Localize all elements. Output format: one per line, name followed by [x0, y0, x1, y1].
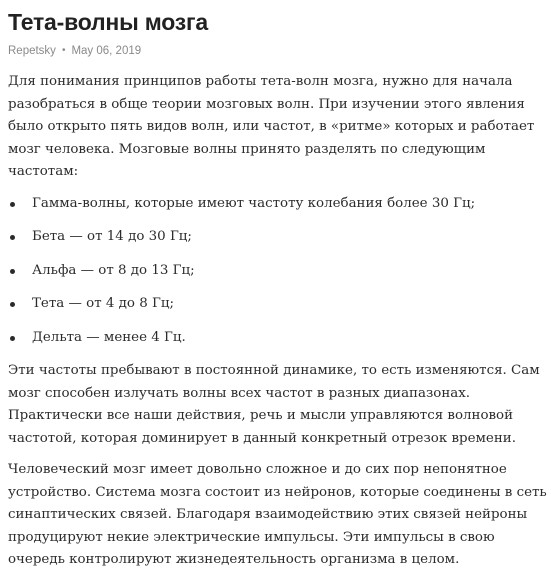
list-item-text: Бета — от 14 до 30 Гц;	[32, 229, 192, 244]
list-item	[8, 293, 553, 316]
bullet-icon	[10, 302, 15, 307]
list-item-text: Гамма-волны, которые имеют частоту колебания более 30 Гц;	[32, 195, 476, 211]
article-title: Тета-волны мозга	[8, 9, 209, 35]
article	[8, 0, 553, 572]
intro-paragraph: Для понимания принципов работы тета-волн мозга, нужно для начала разобраться в обще теории мозговых волн. При изучении этого явления было открыто пять видов волн, или частот, в «ритме» которых и работает мозг человека. Мозговые волны принято разделять по следующим частотам:	[8, 74, 535, 179]
meta-separator: •	[61, 45, 66, 56]
list-item-text: Тета — от 4 до 8 Гц;	[32, 296, 174, 311]
author-link[interactable]: Repetsky	[8, 45, 56, 57]
list-item-text: Альфа — от 8 до 13 Гц;	[32, 262, 195, 278]
list-item	[8, 327, 553, 350]
bullet-icon	[10, 202, 15, 207]
article-meta	[8, 44, 553, 58]
publish-date: May 06, 2019	[71, 45, 142, 57]
bullet-icon	[10, 269, 15, 274]
list-item-text: Дельта — менее 4 Гц.	[32, 329, 186, 345]
list-item	[8, 260, 553, 283]
body-paragraph: Эти частоты пребывают в постоянной динамике, то есть изменяются. Сам мозг способен излучать волны всех частот в разных диапазонах. Практически все наши действия, речь и мысли управляются волновой частотой, которая доминирует в данный конкретный отрезок времени.	[8, 363, 540, 446]
list-item	[8, 193, 553, 216]
list-item	[8, 226, 553, 249]
bullet-icon	[10, 336, 15, 341]
body-paragraph: Человеческий мозг имеет довольно сложное и до сих пор непонятное устройство. Система мозга состоит из нейронов, которые соединены в сеть синаптических связей. Благодаря взаимодействию этих связей нейроны продуцируют некие электрические импульсы. Эти импульсы в свою очередь контролируют жизнедеятельность организма в целом.	[8, 462, 547, 567]
bullet-icon	[10, 235, 15, 240]
frequency-list	[8, 193, 553, 350]
